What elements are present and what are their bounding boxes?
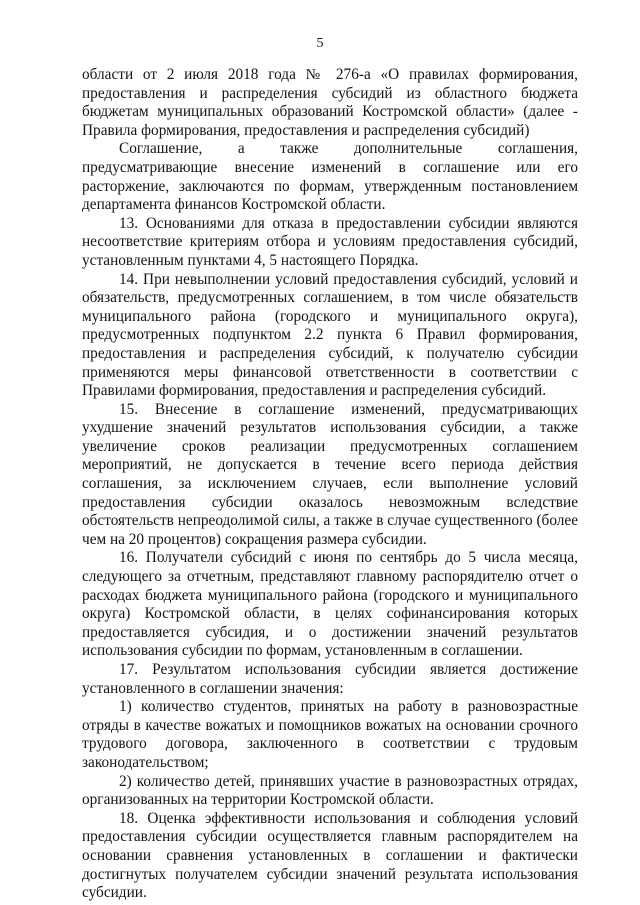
paragraph-agreement: Соглашение, а также дополнительные соглашения, предусматривающие внесение изменений в соглашение или его расторжение, заключаются по формам, утвержденным постановлением департамента финансов Костромской области. [82, 140, 578, 214]
page-number: 5 [316, 36, 324, 51]
paragraph-continuation: области от 2 июля 2018 года № 276-а «О правилах формирования, предоставления и распределения субсидий из областного бюджета бюджетам муниципальных образований Костромской области» (далее - Правила формирования, предоставления и распределения субсидий) [82, 66, 578, 139]
paragraph-15: 15. Внесение в соглашение изменений, предусматривающих ухудшение значений результатов использования субсидии, а также увеличение сроков реализации предусмотренных соглашением мероприятий, не допускается в течение всего периода действия соглашения, за исключением случаев, если выполнение условий предоставления субсидии оказалось невозможным вследствие обстоятельств непреодолимой силы, а также в случае существенного (более чем на 20 процентов) сокращения размера субсидии. [82, 400, 578, 548]
paragraph-17-item-1: 1) количество студентов, принятых на работу в разновозрастные отряды в качестве вожатых и помощников вожатых на основании срочного трудового договора, заключенного в соответствии с трудовым законодательством; [82, 698, 578, 771]
paragraph-18: 18. Оценка эффективности использования и соблюдения условий предоставления субсидии осуществляется главным распорядителем на основании сравнения установленных в соглашении и фактически достигнутых получателем субсидии значений результата использования субсидии. [82, 809, 578, 902]
paragraph-17-item-2: 2) количество детей, принявших участие в разновозрастных отрядах, организованных на территории Костромской области. [82, 772, 578, 809]
paragraph-13: 13. Основаниями для отказа в предоставлении субсидии являются несоответствие критериям отбора и условиям предоставления субсидий, установленным пунктами 4, 5 настоящего Порядка. [82, 214, 578, 269]
paragraph-17: 17. Результатом использования субсидии является достижение установленного в соглашении значения: [82, 661, 578, 697]
document-body [82, 66, 578, 903]
paragraph-16: 16. Получатели субсидий с июня по сентябрь до 5 числа месяца, следующего за отчетным, представляют главному распорядителю отчет о расходах бюджета муниципального района (городского и муниципального округа) Костромской области, в целях софинансирования которых предоставляется субсидия, и о достижении значений результатов использования субсидии по формам, установленным в соглашении. [82, 549, 578, 660]
paragraph-14: 14. При невыполнении условий предоставления субсидий, условий и обязательств, предусмотренных соглашением, в том числе обязательств муниципального района (городского и муниципального округа), предусмотренных подпунктом 2.2 пункта 6 Правил формирования, предоставления и распределения субсидий, к получателю субсидии применяются меры финансовой ответственности в соответствии с Правилами формирования, предоставления и распределения субсидий. [82, 270, 578, 400]
